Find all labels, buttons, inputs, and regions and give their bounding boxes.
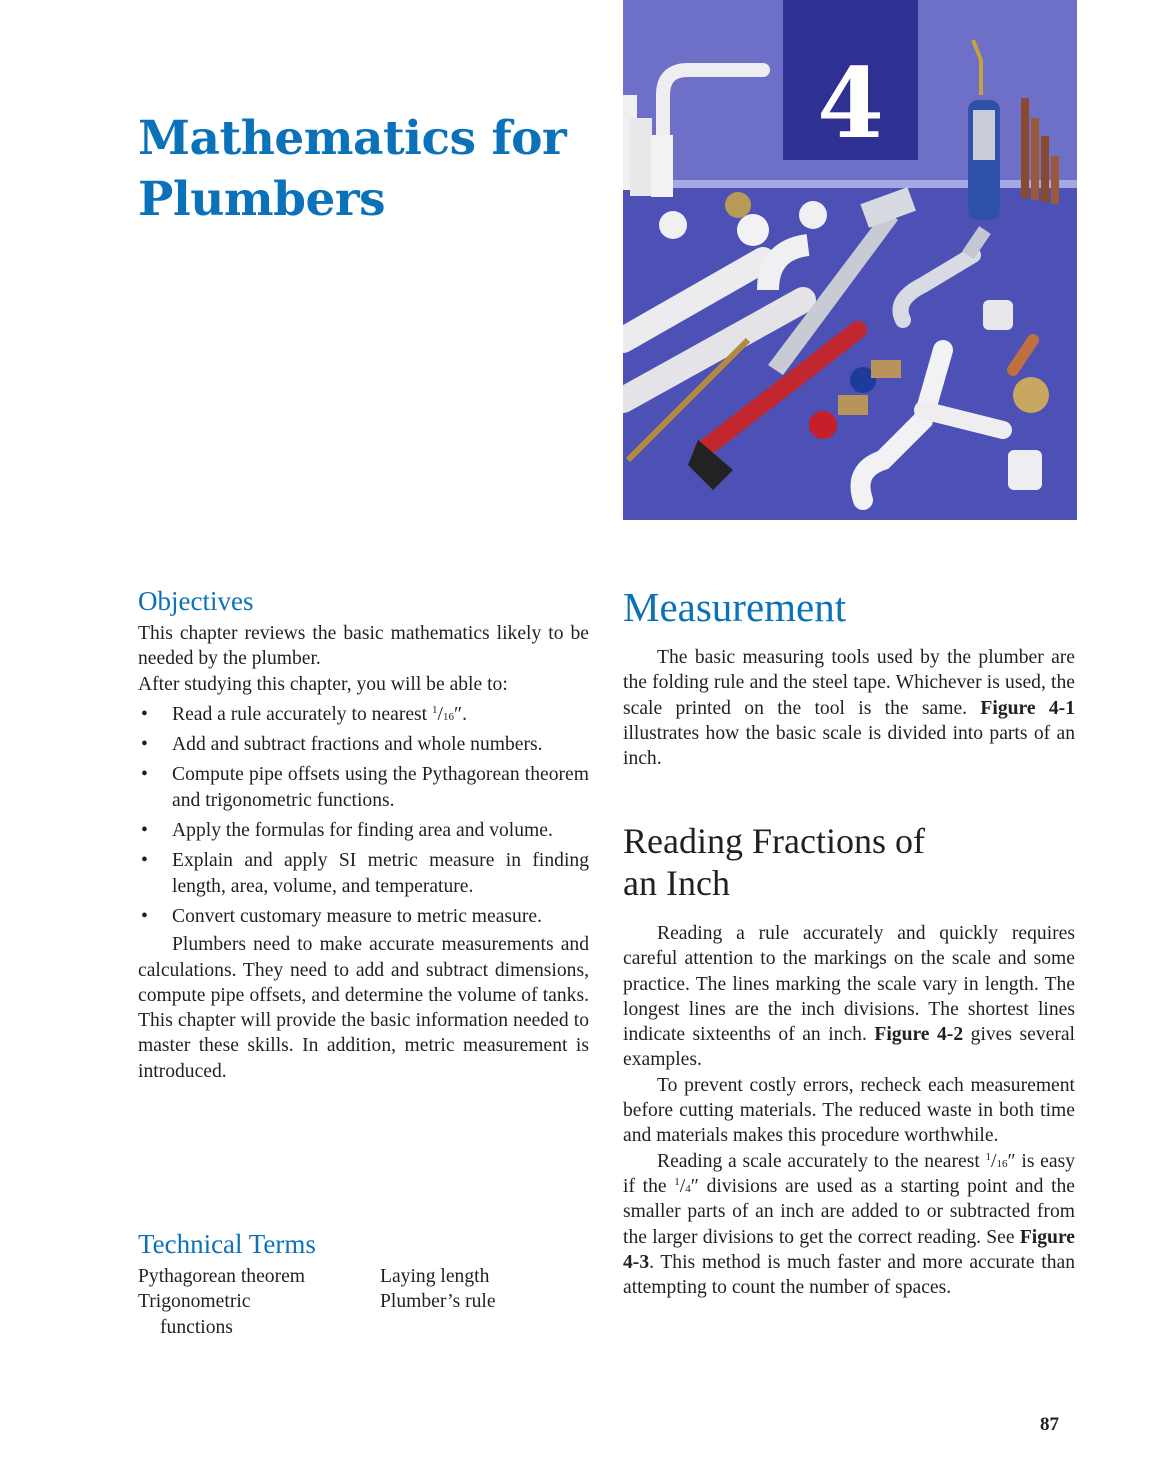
term-continuation: functions (160, 1316, 233, 1338)
measurement-paragraph: The basic measuring tools used by the plumber are the folding rule and the steel tape. Whichever is used, the scale printed on the tool is the same. Figure 4-1 illustrates how the basic scale is divided into parts of an inch. (623, 647, 1075, 770)
objective-item: • Apply the formulas for finding area and volume. (138, 818, 589, 843)
objective-item: • Read a rule accurately to nearest $^1$/16″. (138, 702, 589, 727)
bullet-icon: • (141, 764, 148, 786)
objectives-list (138, 702, 589, 929)
term: Plumber’s rule (380, 1291, 496, 1313)
terms-column-1 (138, 1264, 380, 1340)
chapter-title (138, 108, 598, 230)
objective-item: • Add and subtract fractions and whole numbers. (138, 732, 589, 757)
objectives-intro: This chapter reviews the basic mathematics likely to be needed by the plumber. (138, 623, 589, 670)
objectives-section (138, 585, 589, 1084)
chapter-title-line-1: Mathematics for (138, 111, 567, 166)
chapter-opener-photo (623, 0, 1077, 520)
term: Laying length (380, 1266, 490, 1287)
bullet-icon: • (141, 850, 148, 872)
bullet-icon: • (141, 905, 148, 927)
objectives-paragraph: Plumbers need to make accurate measurements and calculations. They need to add and subtract dimensions, compute pipe offsets, and determine the volume of tanks. This chapter will provide the basic information needed to master these skills. In addition, metric measurement is introduced. (138, 934, 589, 1082)
figure-reference: Figure 4-3 (623, 1226, 1075, 1273)
figure-reference: Figure 4-1 (980, 697, 1075, 719)
page-number: 87 (1040, 1414, 1059, 1435)
reading-paragraph-2: To prevent costly errors, recheck each measurement before cutting materials. The reduced waste in both time and materials makes this procedure worthwhile. (623, 1074, 1075, 1147)
term: Trigonometric (138, 1291, 251, 1313)
term: Pythagorean theorem (138, 1266, 306, 1287)
objective-item: • Explain and apply SI metric measure in finding length, area, volume, and temperature. (141, 850, 589, 897)
objectives-lead-in: After studying this chapter, you will be able to: (138, 673, 508, 695)
bullet-icon: • (141, 703, 148, 725)
reading-fractions-heading: Reading Fractions of an Inch (623, 821, 925, 903)
objective-item: • Convert customary measure to metric measure. (138, 904, 589, 929)
reading-paragraph-1: Reading a rule accurately and quickly requires careful attention to the markings on the scale and some practice. The lines marking the scale vary in length. The longest lines are the inch divisions. The shortest lines indicate sixteenths of an inch. Figure 4-2 gives several examples. (623, 923, 1075, 1071)
technical-terms-section (138, 1228, 598, 1340)
measurement-heading: Measurement (623, 584, 847, 630)
figure-reference: Figure 4-2 (874, 1024, 964, 1046)
objective-item: • Compute pipe offsets using the Pythagorean theorem and trigonometric functions. (141, 764, 589, 811)
objectives-heading: Objectives (138, 586, 254, 616)
technical-terms-list (138, 1264, 598, 1340)
bullet-icon: • (141, 734, 148, 756)
chapter-title-line-2: Plumbers (138, 172, 386, 227)
measurement-section (623, 583, 1075, 771)
chapter-number-box (783, 0, 918, 160)
terms-column-2 (380, 1264, 600, 1340)
bullet-icon: • (141, 820, 148, 842)
chapter-number: 4 (817, 47, 884, 160)
reading-fractions-section (623, 820, 1075, 1300)
reading-paragraph-3: Reading a scale accurately to the nearest $^1$/16″ is easy if the $^1$/4″ divisions are used as a starting point and the smaller parts of an inch are added to or subtracted from the larger divisions to get the correct reading. See Figure 4-3. This method is much faster and more accurate than attempting to count the number of spaces. (623, 1150, 1076, 1299)
technical-terms-heading: Technical Terms (138, 1229, 316, 1259)
